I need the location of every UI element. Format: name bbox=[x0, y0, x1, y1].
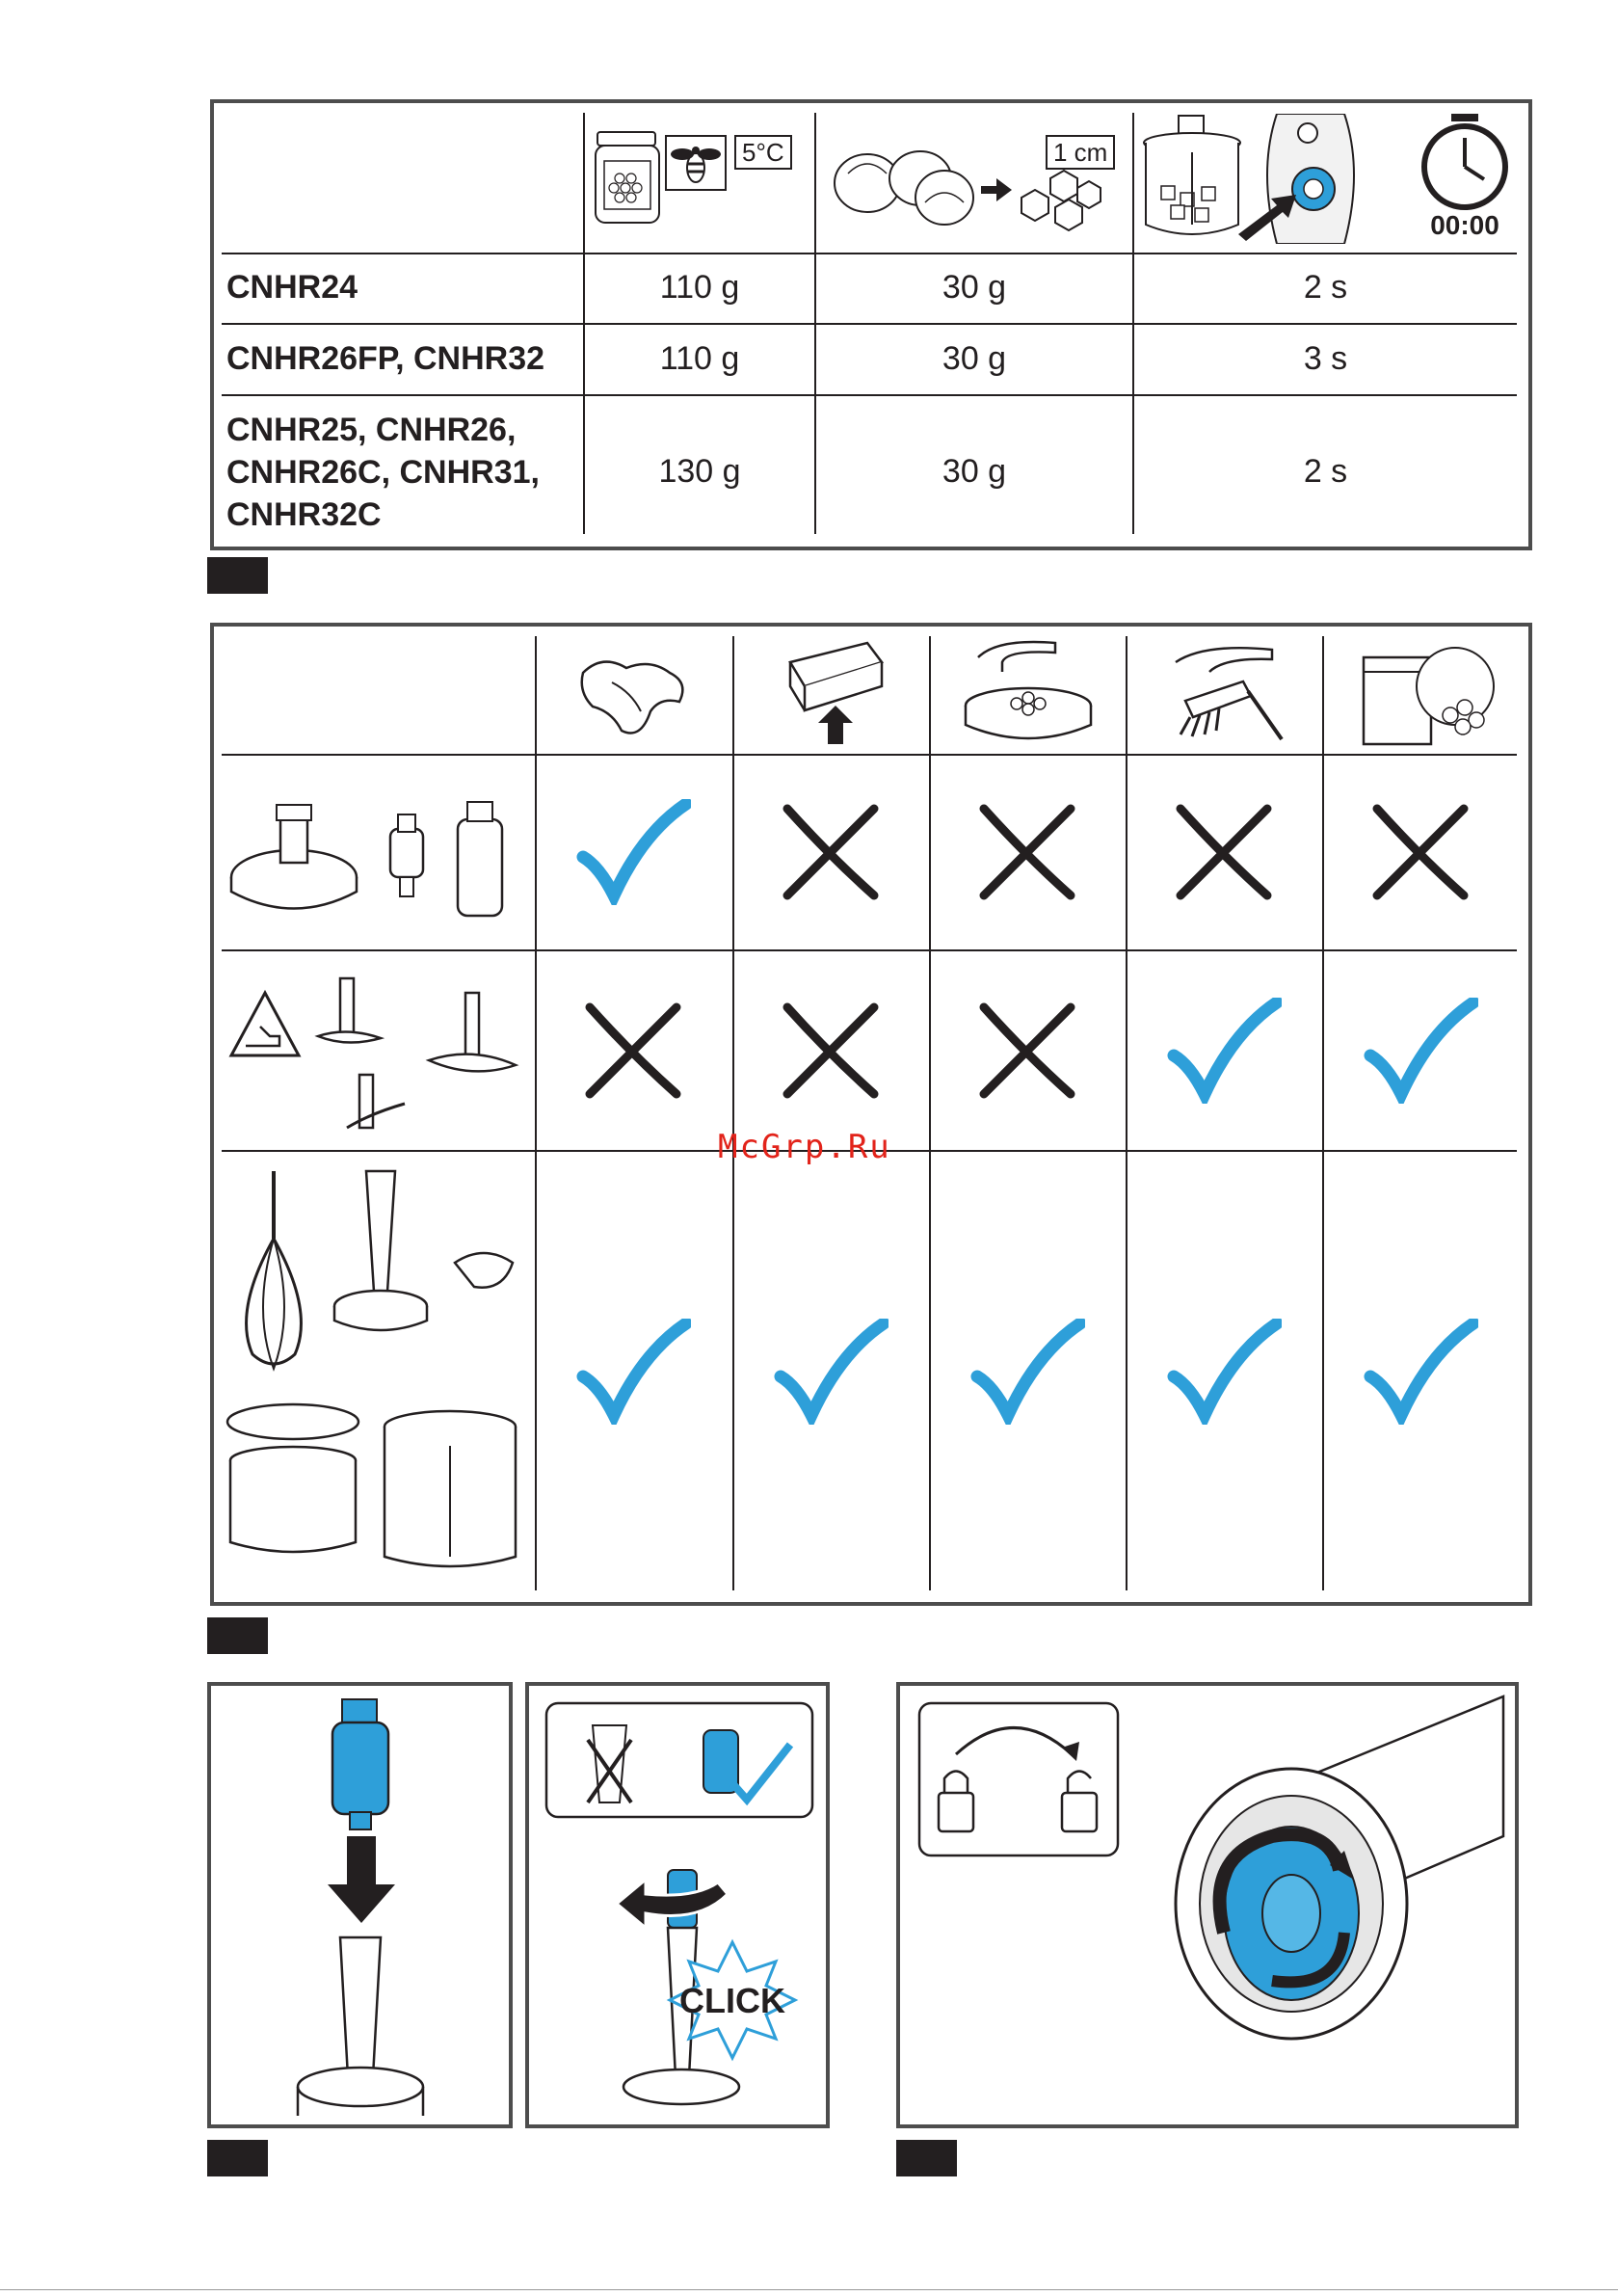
divider bbox=[535, 636, 537, 1590]
check-icon bbox=[1363, 1319, 1478, 1425]
divider bbox=[732, 636, 734, 1590]
masher-rotate-icon bbox=[1147, 1692, 1509, 2116]
cross-icon bbox=[1166, 799, 1282, 905]
check-icon bbox=[575, 799, 691, 905]
timer-icon bbox=[1417, 114, 1513, 239]
timer-label: 00:00 bbox=[1430, 210, 1499, 239]
cut-size-label: 1 cm bbox=[1046, 135, 1115, 170]
model-row-3: CNHR25, CNHR26, CNHR26C, CNHR31, CNHR32C bbox=[226, 412, 540, 533]
watermark: McGrp.Ru bbox=[718, 1128, 891, 1166]
check-icon bbox=[575, 1319, 691, 1425]
cross-icon bbox=[575, 998, 691, 1104]
sponge-icon bbox=[776, 638, 887, 749]
divider bbox=[1322, 636, 1324, 1590]
walnuts-row-3: 30 g bbox=[942, 453, 1007, 490]
time-row-3: 2 s bbox=[1303, 453, 1348, 490]
cross-icon bbox=[969, 998, 1085, 1104]
honey-row-1: 110 g bbox=[659, 269, 740, 306]
divider bbox=[222, 253, 1517, 254]
bee-icon bbox=[665, 135, 727, 191]
lid-and-drive-parts-icon bbox=[226, 781, 525, 935]
divider bbox=[222, 323, 1517, 325]
divider bbox=[222, 394, 1517, 396]
honey-jar-icon bbox=[593, 130, 665, 227]
check-icon bbox=[1363, 998, 1478, 1104]
chopper-bowl-icon bbox=[1142, 114, 1243, 244]
honey-temp-label: 5°C bbox=[734, 135, 792, 170]
divider bbox=[222, 754, 1517, 756]
figure-number-box bbox=[207, 1617, 268, 1654]
check-icon bbox=[969, 1319, 1085, 1425]
walnut-icon bbox=[829, 145, 993, 231]
cross-icon bbox=[773, 998, 889, 1104]
diced-cubes-icon bbox=[1012, 164, 1103, 236]
figure-number-box bbox=[207, 557, 268, 594]
check-icon bbox=[1166, 1319, 1282, 1425]
divider bbox=[1126, 636, 1127, 1590]
model-row-2: CNHR26FP, CNHR32 bbox=[226, 340, 545, 377]
basin-icon bbox=[959, 638, 1099, 749]
figure-number-box bbox=[207, 2140, 268, 2176]
cloth-icon bbox=[573, 654, 694, 745]
arrow-right-icon bbox=[981, 178, 1012, 201]
check-icon bbox=[773, 1319, 889, 1425]
time-row-1: 2 s bbox=[1303, 269, 1348, 306]
press-button-icon bbox=[1238, 114, 1402, 244]
divider bbox=[222, 949, 1517, 951]
footer-rule bbox=[0, 2289, 1618, 2290]
divider bbox=[929, 636, 931, 1590]
walnuts-row-1: 30 g bbox=[942, 269, 1007, 306]
click-label: CLICK bbox=[679, 1981, 785, 2020]
check-icon bbox=[1166, 998, 1282, 1104]
whisk-masher-bowls-icon bbox=[224, 1166, 527, 1590]
lock-unlock-icon bbox=[917, 1701, 1120, 1857]
walnuts-row-2: 30 g bbox=[942, 340, 1007, 377]
honey-row-2: 110 g bbox=[659, 340, 740, 377]
cross-icon bbox=[1363, 799, 1478, 905]
dishwasher-icon bbox=[1359, 638, 1499, 749]
cross-icon bbox=[773, 799, 889, 905]
click-drive-icon bbox=[535, 1692, 824, 2116]
model-row-1: CNHR24 bbox=[226, 269, 358, 306]
honey-row-3: 130 g bbox=[658, 453, 741, 490]
cross-icon bbox=[969, 799, 1085, 905]
brush-icon bbox=[1166, 638, 1286, 749]
blades-icon bbox=[226, 969, 525, 1142]
figure-number-box bbox=[896, 2140, 957, 2176]
time-row-2: 3 s bbox=[1303, 340, 1348, 377]
attach-drive-icon bbox=[217, 1692, 506, 2116]
